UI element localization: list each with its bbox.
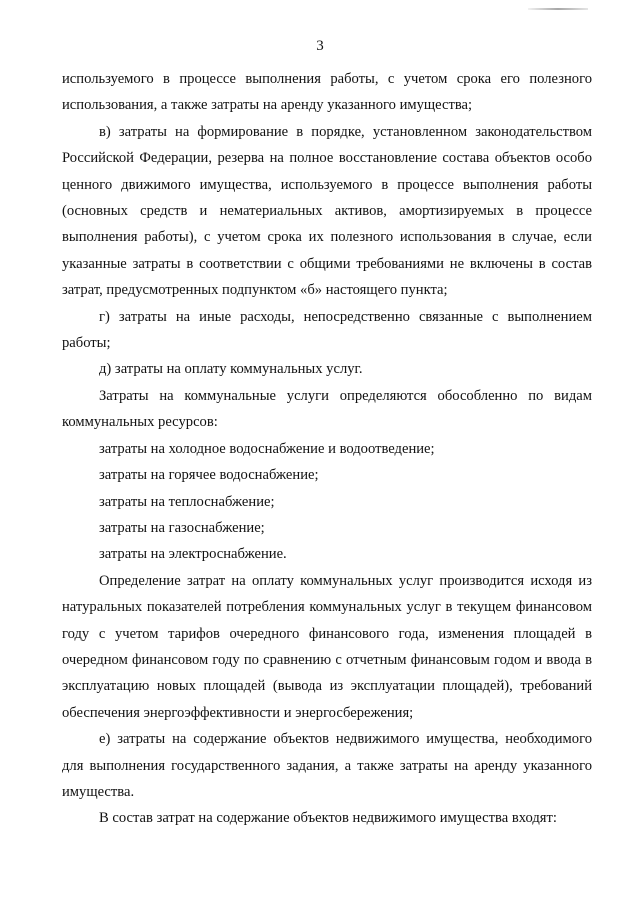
document-body	[62, 66, 592, 832]
list-item-hot-water: затраты на горячее водоснабжение;	[99, 467, 319, 484]
page-number: 3	[316, 38, 324, 54]
scan-artifact	[528, 8, 588, 10]
paragraph-item-d: д) затраты на оплату коммунальных услуг.	[99, 361, 363, 378]
paragraph-item-v: в) затраты на формирование в порядке, установленном законодательством Российской Федерации, резерва на полное восстановление состава объектов особо ценного движимого имущества, используемого в процессе выполнения работы (основных средств и нематериальных активов, амортизируемых в процессе выполнения работы), с учетом срока их полезного использования в случае, если указанные затраты в соответствии с общими требованиями не включены в состав затрат, предусмотренных подпунктом «б» настоящего пункта;	[62, 123, 592, 299]
list-item-cold-water: затраты на холодное водоснабжение и водоотведение;	[99, 440, 435, 457]
paragraph-item-g: г) затраты на иные расходы, непосредственно связанные с выполнением работы;	[62, 308, 592, 352]
paragraph-utilities-calculation: Определение затрат на оплату коммунальных услуг производится исходя из натуральных показателей потребления коммунальных услуг в текущем финансовом году с учетом тарифов очередного финансового года, изменения площадей в очередном финансовом году по сравнению с отчетным финансовым годом и ввода в эксплуатацию новых площадей (вывода из эксплуатации площадей), требований обеспечения энергоэффективности и энергосбережения;	[62, 572, 592, 721]
list-item-gas: затраты на газоснабжение;	[99, 519, 265, 536]
list-item-heat: затраты на теплоснабжение;	[99, 493, 275, 510]
paragraph-utilities-intro: Затраты на коммунальные услуги определяются обособленно по видам коммунальных ресурсов:	[62, 387, 592, 431]
list-item-electricity: затраты на электроснабжение.	[99, 546, 287, 563]
paragraph-continuation: используемого в процессе выполнения работы, с учетом срока его полезного использования, а также затраты на аренду указанного имущества;	[62, 71, 592, 114]
paragraph-item-e: е) затраты на содержание объектов недвижимого имущества, необходимого для выполнения государственного задания, а также затраты на аренду указанного имущества.	[62, 731, 592, 800]
paragraph-composition: В состав затрат на содержание объектов недвижимого имущества входят:	[99, 810, 557, 827]
